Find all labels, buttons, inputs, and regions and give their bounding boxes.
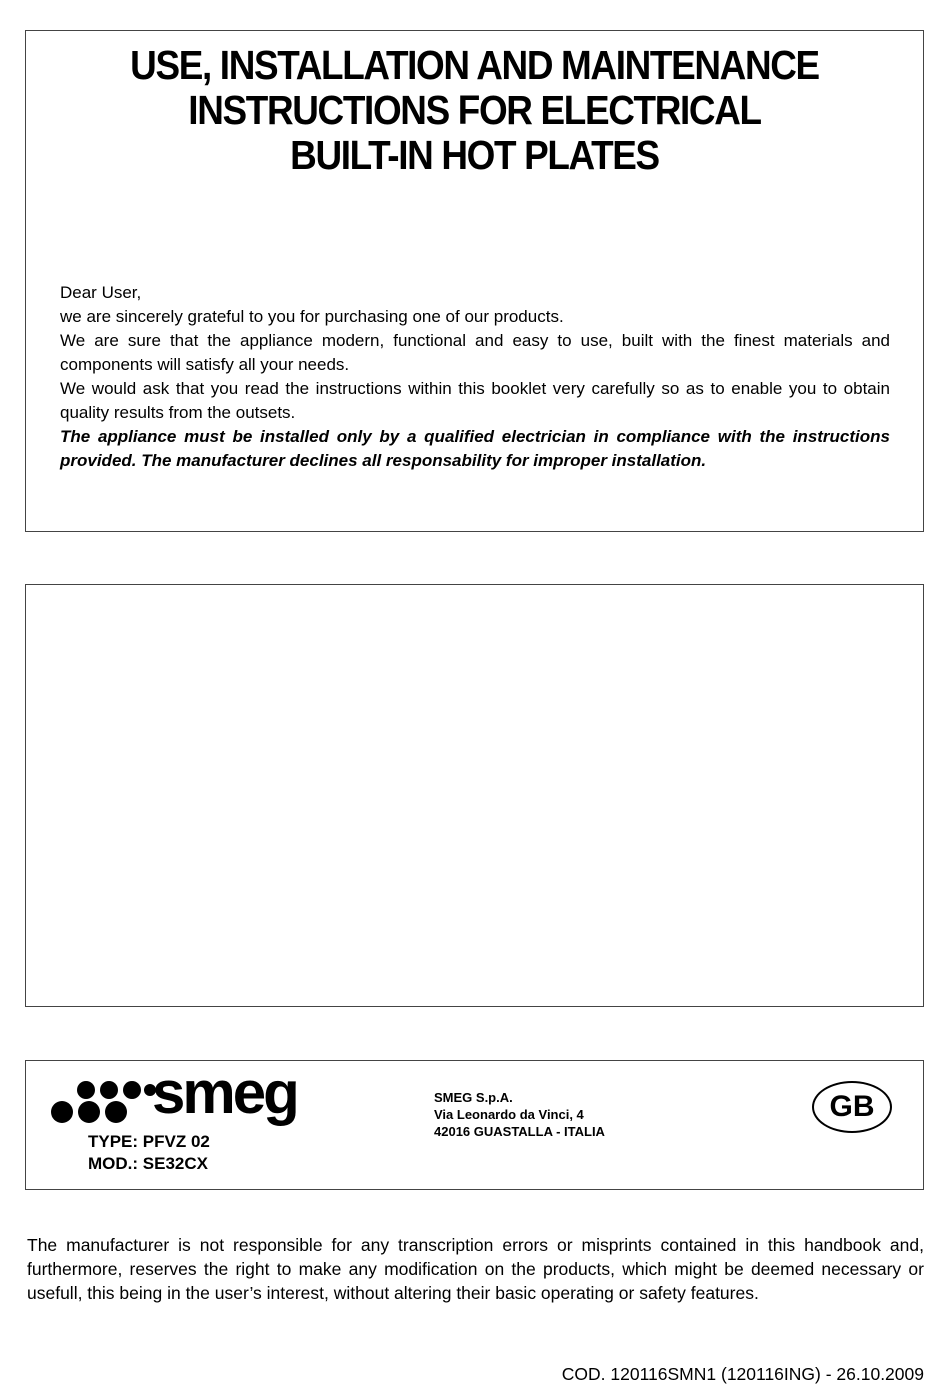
svg-text:smeg: smeg — [152, 1069, 297, 1126]
empty-image-box — [25, 584, 924, 1007]
greeting: Dear User, — [60, 283, 142, 302]
title-line: USE, INSTALLATION AND MAINTENANCE — [130, 42, 819, 88]
document-code: COD. 120116SMN1 (120116ING) - 26.10.2009 — [561, 1364, 924, 1384]
type-code: TYPE: PFVZ 02 — [88, 1132, 210, 1151]
paragraph: We would ask that you read the instructions within this booklet very carefully so as to enable you to obtain quality results from the outsets. — [60, 379, 890, 422]
model-code: MOD.: SE32CX — [88, 1154, 208, 1173]
installation-warning: The appliance must be installed only by a qualified electrician in compliance with the instructions provided. The manufacturer declines all responsability for improper installation. — [60, 427, 890, 470]
country-badge: GB — [812, 1081, 892, 1133]
title-line: BUILT-IN HOT PLATES — [290, 132, 659, 178]
document-title — [26, 43, 923, 178]
manufacturer-address — [434, 1089, 605, 1140]
company-name: SMEG S.p.A. — [434, 1090, 513, 1105]
intro-box — [25, 30, 924, 532]
street: Via Leonardo da Vinci, 4 — [434, 1107, 584, 1122]
city: 42016 GUASTALLA - ITALIA — [434, 1124, 605, 1139]
model-info — [88, 1131, 210, 1175]
title-line: INSTRUCTIONS FOR ELECTRICAL — [188, 87, 761, 133]
product-label — [25, 1060, 924, 1190]
letter-to-user — [60, 281, 890, 473]
paragraph: We are sure that the appliance modern, functional and easy to use, built with the finest materials and components will satisfy all your needs. — [60, 331, 890, 374]
paragraph: we are sincerely grateful to you for purchasing one of our products. — [60, 307, 564, 326]
smeg-logo — [48, 1069, 348, 1131]
disclaimer: The manufacturer is not responsible for any transcription errors or misprints contained in this handbook and, furthermore, reserves the right to make any modification on the products, which might be deemed necessary or usefull, this being in the user’s interest, without altering their basic operating or safety features. — [27, 1235, 924, 1303]
